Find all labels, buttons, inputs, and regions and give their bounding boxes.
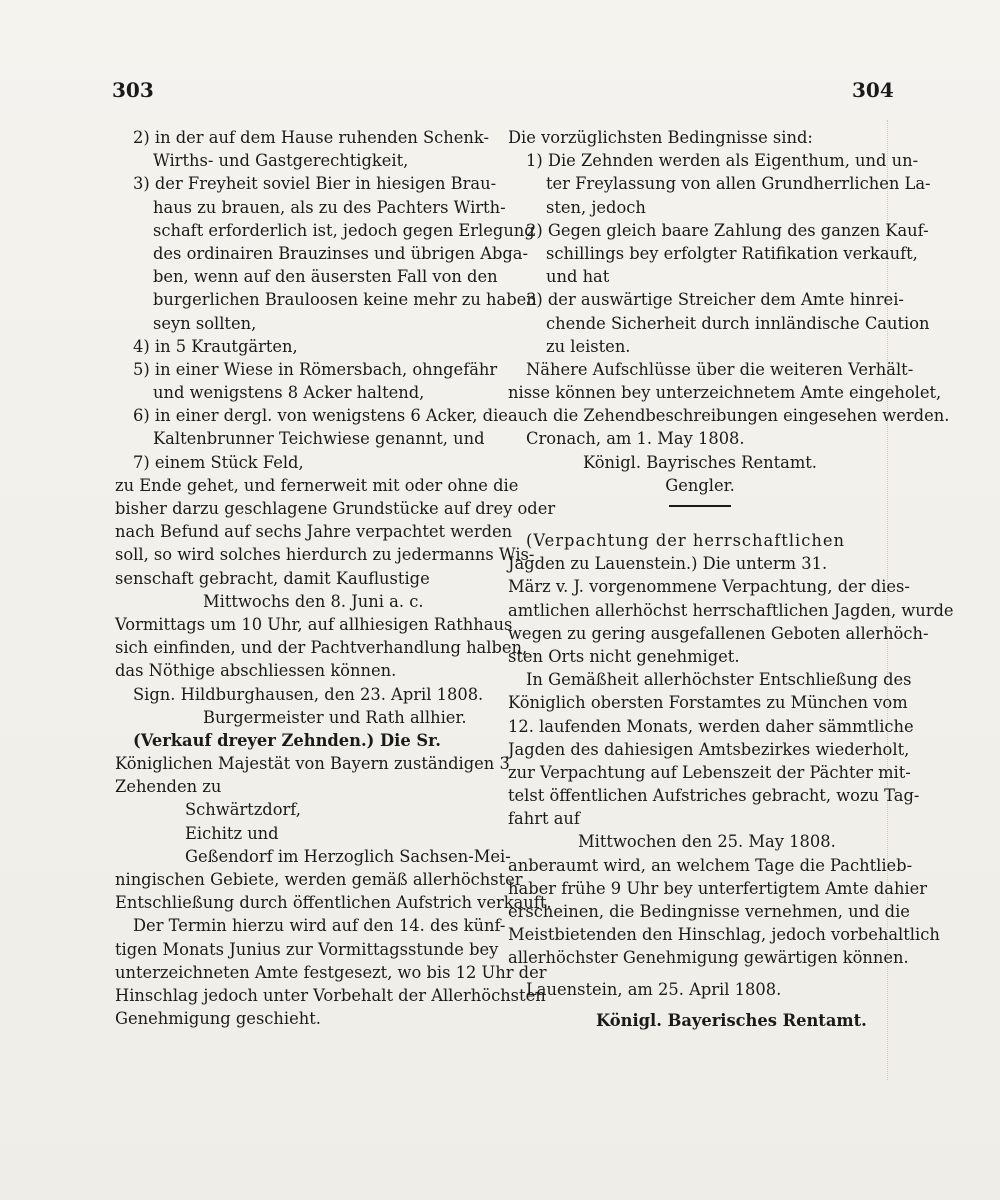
text-line: Jagden des dahiesigen Amtsbezirkes wiederholt, [508, 739, 910, 759]
text-line: Schwärtzdorf, [185, 800, 301, 820]
text-line: erscheinen, die Bedingnisse vernehmen, und die [508, 902, 910, 921]
text-line: Eichitz und [185, 823, 279, 843]
text-line: auch die Zehendbeschreibungen eingesehen werden. [508, 406, 950, 426]
text-line: 7) einem Stück Feld, [133, 452, 304, 472]
text-line: schillings bey erfolgter Ratifikation verkauft, [546, 243, 918, 263]
text-line: sten, jedoch [546, 197, 646, 217]
text-line: Entschließung durch öffentlichen Aufstrich verkauft. [115, 893, 552, 913]
text-line: telst öffentlichen Aufstriches gebracht, wozu Tag- [508, 786, 920, 806]
text-line: sich einfinden, und der Pachtverhandlung halben, [115, 638, 528, 658]
text-line: fahrt auf [508, 809, 580, 829]
signature-line: Königl. Bayerisches Rentamt. [596, 1010, 867, 1030]
text-line: haus zu brauen, als zu des Pachters Wirth- [153, 197, 506, 217]
text-line: In Gemäßheit allerhöchster Entschließung des [526, 670, 912, 690]
text-line: Genehmigung geschieht. [115, 1009, 321, 1029]
text-line: allerhöchster Genehmigung gewärtigen können. [508, 948, 909, 968]
text-line: 12. laufenden Monats, werden daher sämmtliche [508, 716, 914, 736]
text-line: Königlichen Majestät von Bayern zuständigen 3 [115, 754, 510, 774]
text-line: seyn sollten, [153, 313, 257, 333]
right-column [508, 126, 954, 1032]
text-line: anberaumt wird, an welchem Tage die Pachtlieb- [508, 855, 913, 875]
text-line: und hat [546, 267, 610, 287]
section-heading: (Verkauf dreyer Zehnden.) Die Sr. [133, 730, 441, 750]
text-line: 3) der Freyheit soviel Bier in hiesigen Brau- [133, 174, 497, 194]
text-line: bisher darzu geschlagene Grundstücke auf drey oder [115, 499, 556, 518]
text-line: Nähere Aufschlüsse über die weiteren Verhält- [526, 359, 914, 379]
text-line: des ordinairen Brauzinses und übrigen Abga- [153, 243, 529, 263]
text-line: zu leisten. [546, 336, 631, 356]
text-line: Der Termin hierzu wird auf den 14. des künf- [133, 916, 506, 936]
text-line: Lauenstein, am 25. April 1808. [526, 979, 782, 999]
text-line: Hinschlag jedoch unter Vorbehalt der Allerhöchsten [115, 985, 546, 1005]
page-number-left: 303 [112, 78, 154, 102]
spacer [508, 1001, 892, 1009]
text-line: sten Orts nicht genehmiget. [508, 646, 740, 666]
text-line: zur Verpachtung auf Lebenszeit der Pächter mit- [508, 762, 911, 782]
text-line: schaft erforderlich ist, jedoch gegen Erlegung [153, 220, 535, 240]
text-line: unterzeichneten Amte festgesezt, wo bis 12 Uhr der [115, 962, 547, 982]
text-line: März v. J. vorgenommene Verpachtung, der dies- [508, 577, 910, 597]
text-line: 2) in der auf dem Hause ruhenden Schenk- [133, 128, 489, 147]
text-line: ben, wenn auf den äusersten Fall von den [153, 267, 498, 287]
text-line: und wenigstens 8 Acker haltend, [153, 383, 425, 403]
text-line: 2) Gegen gleich baare Zahlung des ganzen Kauf- [526, 220, 929, 240]
text-line: Vormittags um 10 Uhr, auf allhiesigen Rathhaus [115, 614, 513, 634]
text-line: chende Sicherheit durch innländische Caution [546, 313, 930, 333]
text-line: soll, so wird solches hierdurch zu jedermanns Wis- [115, 545, 535, 565]
text-line: das Nöthige abschliessen können. [115, 661, 397, 681]
text-line: Meistbietenden den Hinschlag, jedoch vorbehaltlich [508, 925, 940, 945]
signature-line: Königl. Bayrisches Rentamt. [583, 452, 817, 472]
text-line: haber frühe 9 Uhr bey unterfertigtem Amte dahier [508, 878, 928, 898]
text-line: wegen zu gering ausgefallenen Geboten allerhöch- [508, 623, 929, 643]
text-line: nisse können bey unterzeichnetem Amte eingeholet, [508, 383, 942, 403]
text-line: Kaltenbrunner Teichwiese genannt, und [153, 429, 485, 449]
text-line: Geßendorf im Herzoglich Sachsen-Mei- [185, 846, 511, 866]
text-line: tigen Monats Junius zur Vormittagsstunde bey [115, 939, 499, 959]
text-line: 6) in einer dergl. von wenigstens 6 Acker, die [133, 406, 508, 426]
text-line: 3) der auswärtige Streicher dem Amte hinrei- [526, 290, 904, 310]
text-line: Sign. Hildburghausen, den 23. April 1808. [133, 684, 484, 704]
text-line: Cronach, am 1. May 1808. [526, 429, 745, 449]
text-line: Königlich obersten Forstamtes zu München vom [508, 693, 908, 713]
text-line: Die vorzüglichsten Bedingnisse sind: [508, 128, 813, 147]
text-line: Jagden zu Lauenstein.) Die unterm 31. [508, 554, 828, 574]
text-line: ningischen Gebiete, werden gemäß allerhöchster [115, 870, 523, 889]
page-number-right: 304 [852, 78, 894, 102]
text-line: zu Ende gehet, und fernerweit mit oder ohne die [115, 475, 519, 495]
text-line: Wirths- und Gastgerechtigkeit, [153, 151, 409, 171]
text-line: nach Befund auf sechs Jahre verpachtet werden [115, 522, 513, 542]
text-line: amtlichen allerhöchst herrschaftlichen Jagden, wurde [508, 600, 954, 620]
text-line: 5) in einer Wiese in Römersbach, ohngefähr [133, 359, 498, 379]
text-line: Mittwochs den 8. Juni a. c. [203, 591, 424, 611]
text-line: senschaft gebracht, damit Kauflustige [115, 568, 430, 588]
text-line: Mittwochen den 25. May 1808. [578, 832, 836, 852]
section-heading: (Verpachtung der herrschaftlichen [526, 531, 845, 550]
signature-line: Burgermeister und Rath allhier. [203, 707, 467, 727]
text-line: Zehenden zu [115, 777, 222, 797]
text-line: 1) Die Zehnden werden als Eigenthum, und un- [526, 151, 919, 171]
text-line: burgerlichen Brauloosen keine mehr zu haben [153, 290, 537, 310]
spacer [508, 970, 892, 978]
section-divider [669, 505, 731, 507]
text-line: ter Freylassung von allen Grundherrlichen La- [546, 174, 931, 194]
text-line: 4) in 5 Krautgärten, [133, 336, 298, 356]
signature-line: Gengler. [665, 475, 735, 495]
